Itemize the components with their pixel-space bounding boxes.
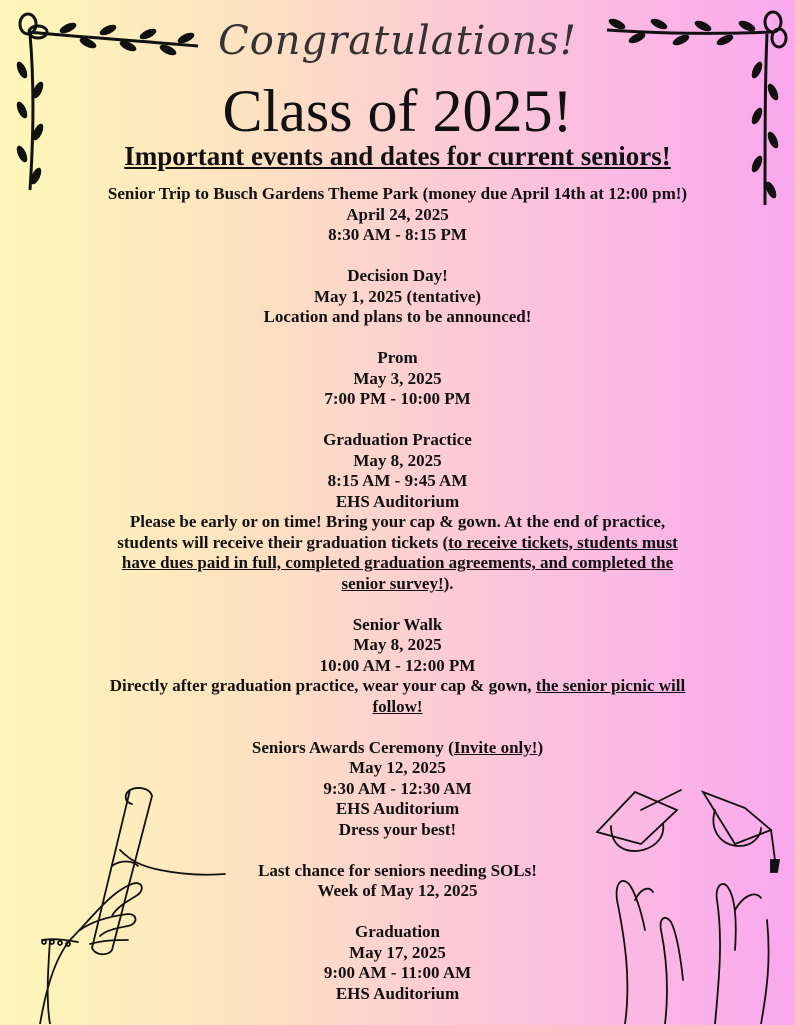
event-date: May 8, 2025 [353,635,442,654]
event-date: May 8, 2025 [353,450,442,470]
event-decision-day [40,266,755,328]
event-title: Prom [377,348,418,367]
event-time: 9:30 AM - 12:30 AM [323,778,472,798]
event-senior-trip [40,184,755,246]
event-title: Last chance for seniors needing SOLs! [258,860,537,880]
event-note-text: ). [443,573,454,593]
event-title: Graduation Practice [323,430,472,449]
event-awards-ceremony [40,738,755,841]
event-location: EHS Auditorium [335,799,460,818]
event-prom [40,348,755,410]
event-title: Decision Day! [347,266,448,285]
event-time: 10:00 AM - 12:00 PM [319,655,476,675]
event-location: EHS Auditorium [335,491,460,511]
event-note-underlined: to receive tickets, students must [448,532,678,552]
event-note: Dress your best! [338,819,457,839]
event-date: May 12, 2025 [349,758,446,777]
event-title: Senior Walk [352,614,443,634]
event-date: May 3, 2025 [353,368,442,388]
event-date: April 24, 2025 [346,204,449,224]
event-note-line [40,533,755,554]
event-title [40,738,755,759]
event-note-text: students will receive their graduation tickets ( [117,532,449,552]
event-note-underlined: follow! [372,696,423,716]
event-location: EHS Auditorium [335,983,460,1003]
event-time: 7:00 PM - 10:00 PM [324,389,471,408]
event-time: 8:15 AM - 9:45 AM [327,471,468,490]
event-time: 9:00 AM - 11:00 AM [323,963,472,982]
event-graduation-practice [40,430,755,594]
event-note-text: Directly after graduation practice, wear your cap & gown, [109,676,536,695]
event-date: Week of May 12, 2025 [317,881,478,900]
event-time: 8:30 AM - 8:15 PM [328,225,467,244]
events-list [40,184,755,1025]
script-heading: Congratulations! [218,18,577,64]
event-note-underlined: have dues paid in full, completed graduation agreements, and completed the [121,553,674,572]
event-date: May 1, 2025 (tentative) [313,286,482,306]
event-title-underlined: Invite only! [453,737,538,757]
event-note-line [40,676,755,697]
event-note: Location and plans to be announced! [263,307,532,326]
event-graduation [40,922,755,1004]
event-title-text: ) [537,737,544,757]
event-note-underlined: the senior picnic will [535,676,686,695]
page-title: Class of 2025! [222,78,573,144]
event-note-underlined: senior survey! [341,573,444,593]
event-title: Senior Trip to Busch Gardens Theme Park (money due April 14th at 12:00 pm!) [107,184,688,203]
event-senior-walk [40,615,755,718]
event-note-line [40,574,755,595]
event-last-chance-sols [40,861,755,902]
event-date: May 17, 2025 [349,942,446,962]
event-title-text: Seniors Awards Ceremony ( [251,737,454,757]
page-subtitle: Important events and dates for current seniors! [124,141,671,171]
event-title: Graduation [354,922,441,941]
event-note-line: Please be early or on time! Bring your cap & gown. At the end of practice, [129,512,666,531]
